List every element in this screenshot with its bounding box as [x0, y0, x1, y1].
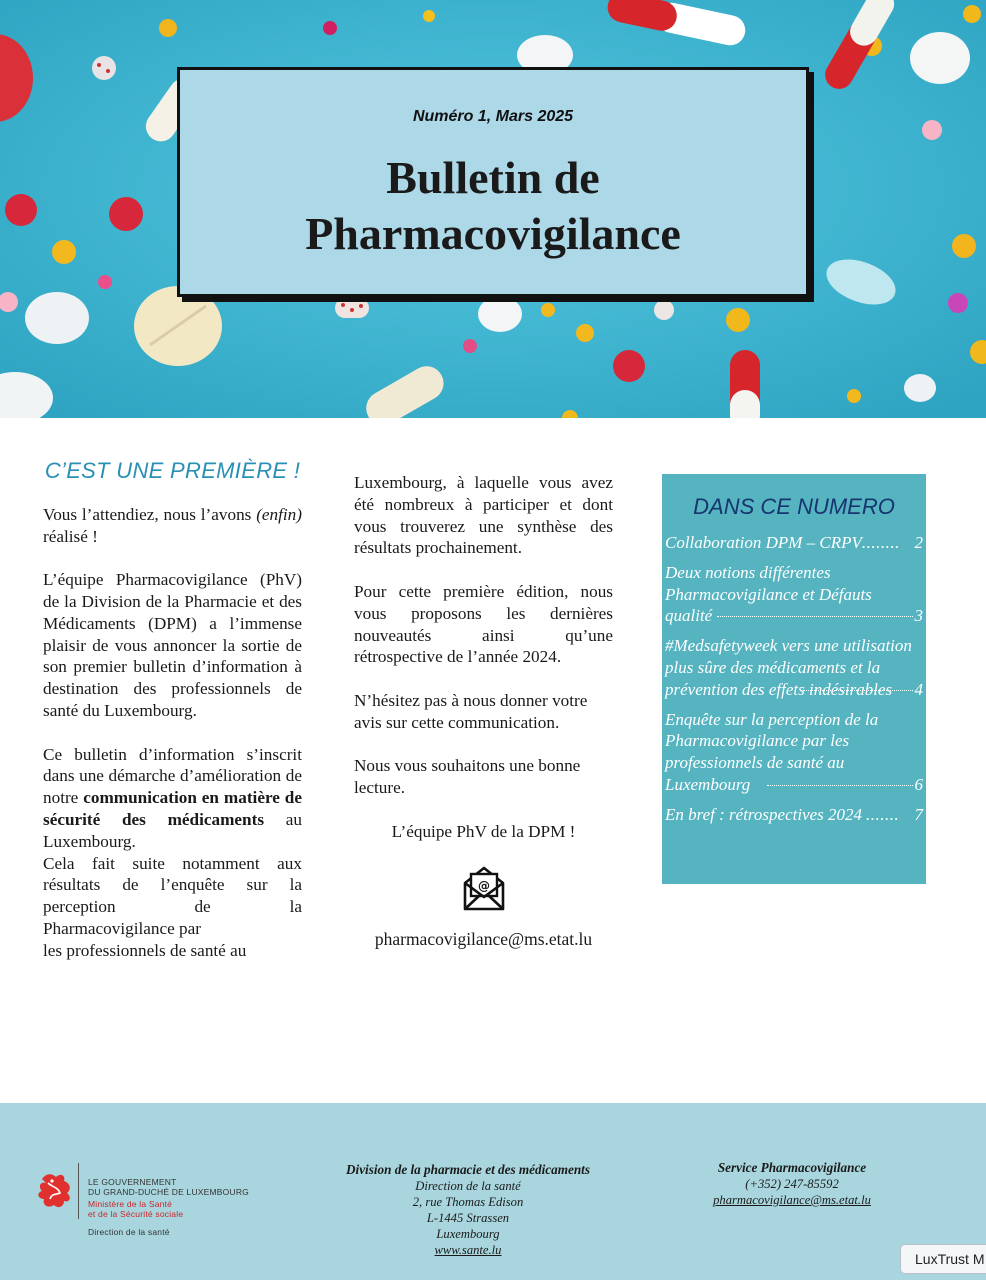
gov-line-5: Direction de la santé: [88, 1227, 170, 1237]
hero-banner: [0, 0, 986, 418]
intro-paragraph-2: L’équipe Pharmacovigilance (PhV) de la Division de la Pharmacie et des Médicaments (DPM) a l’immense plaisir de vous annoncer la sortie de son premier bulletin d’information à destination des professionnels de santé du Luxembourg.: [43, 570, 302, 720]
footer-country: Luxembourg: [436, 1227, 500, 1241]
bulletin-title: [180, 150, 806, 262]
footer-city: L-1445 Strassen: [426, 1211, 510, 1225]
toc-item-leader: .......: [866, 804, 900, 824]
intro-p4-last: les professionnels de santé au: [43, 940, 247, 960]
toc-item-page: 4: [914, 679, 923, 699]
toc-item[interactable]: [662, 709, 926, 796]
footer-service-name: Service Pharmacovigilance: [717, 1160, 867, 1175]
toc-item-title: Collaboration DPM – CRPV: [665, 533, 862, 552]
toc-item[interactable]: [662, 562, 926, 627]
toc-item-title: Deux notions différentes Pharmacovigilance et Défauts qualité: [665, 562, 872, 626]
toc-item-page: 7: [914, 804, 923, 824]
footer-service: [680, 1160, 904, 1208]
gov-line-3: Ministère de la Santé: [88, 1199, 173, 1209]
col2-paragraph-2: Pour cette première édition, nous vous proposons les dernières nouveautés ainsi qu’une rétrospective de l’année 2024.: [354, 581, 613, 667]
gov-line-1: LE GOUVERNEMENT: [88, 1177, 177, 1187]
col2-paragraph-4: Nous vous souhaitons une bonne lecture.: [354, 756, 581, 798]
intro-p1-emphasis: (enfin): [256, 504, 303, 524]
bulletin-title-line2: Pharmacovigilance: [305, 208, 681, 259]
toc-item-page: 6: [914, 774, 923, 794]
intro-p3-text: Ce bulletin d’information s’inscrit dans une démarche d’amélioration de notre: [43, 744, 302, 808]
intro-p3-end: au Luxembourg.: [43, 809, 302, 851]
footer-address: [300, 1162, 636, 1258]
continued-column: [354, 472, 613, 950]
intro-p3-strong: communication en matière de sécurité des médicaments: [43, 788, 302, 829]
toc-heading: DANS CE NUMERO: [693, 494, 895, 519]
toc-item-page: 2: [914, 533, 923, 552]
logo-divider: [78, 1163, 79, 1219]
toc-item[interactable]: [662, 804, 926, 826]
col2-paragraph-1: Luxembourg, à laquelle vous avez été nombreux à participer et dont vous trouverez une synthèse des résultats prochainement.: [354, 473, 613, 558]
toc-item-page: 3: [914, 606, 923, 626]
toc-item[interactable]: [662, 635, 926, 700]
intro-heading: C’EST UNE PREMIÈRE !: [44, 458, 301, 483]
intro-paragraph-1: [43, 504, 302, 548]
red-lion-icon: [34, 1169, 78, 1219]
gov-line-4: et de la Sécurité sociale: [88, 1209, 184, 1219]
intro-p1-end: réalisé !: [43, 526, 98, 546]
col2-paragraph-3: N’hésitez pas à nous donner votre avis sur cette communication.: [354, 690, 588, 732]
footer-direction: Direction de la santé: [415, 1179, 521, 1193]
toc-item-title: En bref : rétrospectives 2024: [665, 804, 863, 824]
intro-p1-text: Vous l’attendiez, nous l’avons: [43, 504, 252, 524]
gov-line-2: DU GRAND-DUCHÉ DE LUXEMBOURG: [88, 1187, 249, 1197]
signature: L’équipe PhV de la DPM !: [391, 821, 576, 841]
footer: [0, 1103, 986, 1280]
bulletin-title-line1: Bulletin de: [386, 152, 600, 203]
toc-item-title: #Medsafetyweek vers une utilisation plus sûre des médicaments et la prévention des effets indésirables: [665, 636, 912, 699]
footer-email-link[interactable]: pharmacovigilance@ms.etat.lu: [713, 1193, 871, 1207]
svg-text:@: @: [477, 878, 490, 893]
luxtrust-button[interactable]: LuxTrust M: [900, 1244, 986, 1274]
intro-paragraph-3: [43, 744, 302, 853]
footer-division: Division de la pharmacie et des médicaments: [346, 1162, 590, 1177]
issue-number: Numéro 1, Mars 2025: [412, 108, 574, 125]
toc-item-title: Enquête sur la perception de la Pharmacovigilance par les professionnels de santé au Luxembourg: [665, 709, 879, 794]
toc-sidebar: [662, 474, 926, 884]
toc-item-leader: ........: [861, 533, 900, 552]
title-box: [177, 67, 809, 297]
toc-item[interactable]: [662, 532, 926, 554]
footer-street: 2, rue Thomas Edison: [412, 1195, 524, 1209]
intro-p4-justified: Cela fait suite notamment aux résultats de l’enquête sur la perception de la: [43, 853, 302, 917]
intro-paragraph-4: [43, 853, 302, 962]
footer-website-link[interactable]: www.sante.lu: [434, 1243, 502, 1257]
contact-email-link[interactable]: pharmacovigilance@ms.etat.lu: [374, 928, 593, 949]
intro-p4-line: Pharmacovigilance par: [43, 918, 201, 938]
footer-phone: (+352) 247-85592: [745, 1177, 839, 1191]
email-envelope-icon: [462, 865, 506, 911]
government-logo: [34, 1163, 264, 1243]
intro-column: [43, 460, 302, 962]
